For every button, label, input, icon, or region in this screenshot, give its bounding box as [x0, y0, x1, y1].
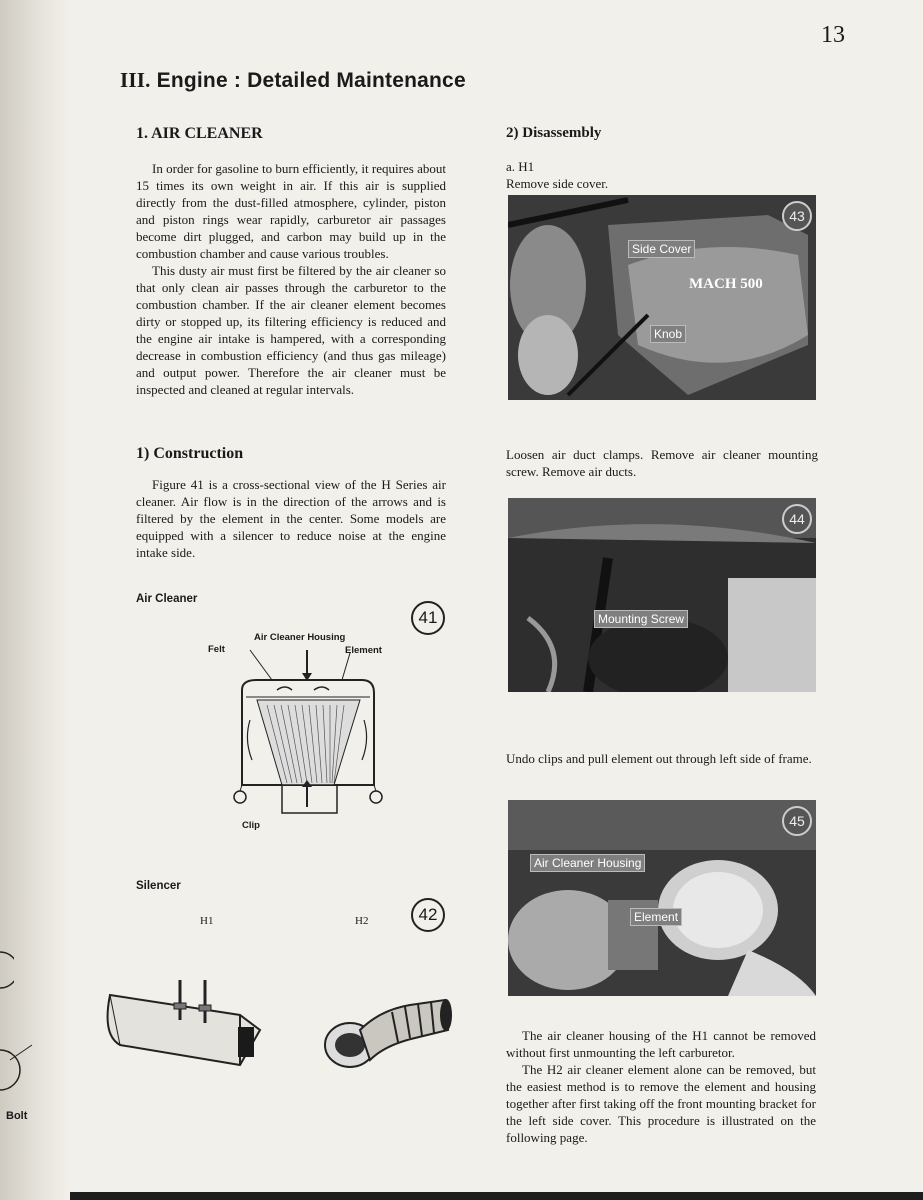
fig41-title: Air Cleaner — [136, 593, 198, 605]
fig41-number: 41 — [411, 601, 445, 635]
fig41-element-label: Element — [345, 645, 382, 656]
chapter-roman: III. — [120, 68, 151, 92]
paragraph: In order for gasoline to burn efficiently, it requires about 15 times its own weight in air. If this air is supplied directly from the dust-filled atmosphere, cylinder, piston and piston rings wear rapidly, carburetor air passages become dirt plugged, and carbon may build up in the combustion chamber and cause various troubles. — [136, 161, 446, 261]
air-cleaner-cross-section-drawing — [222, 645, 392, 825]
step-remove-side-cover: Remove side cover. — [506, 176, 609, 191]
closing-text — [506, 1027, 816, 1146]
photo-43-number: 43 — [782, 201, 812, 231]
paragraph: The air cleaner housing of the H1 cannot be removed without first unmounting the left carburetor. — [506, 1028, 816, 1060]
photo-45-number: 45 — [782, 806, 812, 836]
page-bottom-edge — [70, 1192, 923, 1200]
photo-43-knob-label: Knob — [650, 325, 686, 343]
fig41-felt-label: Felt — [208, 644, 225, 655]
fig41-housing-label: Air Cleaner Housing — [254, 632, 346, 643]
photo-44-mounting-screw-label: Mounting Screw — [594, 610, 688, 628]
air-cleaner-heading: 1. AIR CLEANER — [136, 125, 263, 142]
photo-45-housing-label: Air Cleaner Housing — [530, 854, 645, 872]
photo-45-air-cleaner-housing — [508, 800, 816, 996]
disassembly-heading: 2) Disassembly — [506, 125, 602, 141]
construction-heading: 1) Construction — [136, 445, 244, 462]
photo-44-mounting-screw — [508, 498, 816, 692]
fig42-number: 42 — [411, 898, 445, 932]
fig42-h2-label: H2 — [355, 915, 369, 927]
photo-44-number: 44 — [782, 504, 812, 534]
photo-43-side-cover-label: Side Cover — [628, 240, 695, 258]
photo-43-mach-500-text: MACH 500 — [689, 276, 763, 292]
book-gutter-shadow — [0, 0, 70, 1200]
fig41-clip-label: Clip — [242, 820, 260, 831]
paragraph: This dusty air must first be filtered by the air cleaner so that only clean air passes through the carburetor to the combustion chamber. If the air cleaner element becomes dirty or stopped up, its filtering efficiency is reduced and the engine air intake is hampered, with a corresponding decrease in combustion efficiency (and thus gas mileage) and output power. Therefore the air cleaner must be inspected and cleaned at regular intervals. — [136, 263, 446, 397]
step-element — [506, 750, 818, 767]
air-cleaner-body — [136, 160, 446, 398]
paragraph: Loosen air duct clamps. Remove air cleaner mounting screw. Remove air ducts. — [506, 447, 818, 479]
chapter-text: Engine : Detailed Maintenance — [156, 69, 466, 92]
h1-silencer-drawing — [100, 975, 270, 1075]
chapter-title — [120, 68, 466, 93]
prev-page-bolt-label: Bolt — [6, 1110, 28, 1122]
paragraph: The H2 air cleaner element alone can be removed, but the easiest method is to remove the element and housing together after first taking off the front mounting bracket for the left side cover. This procedure is illustrated on the following page. — [506, 1062, 816, 1145]
h2-silencer-drawing — [320, 990, 460, 1080]
fig42-title: Silencer — [136, 880, 181, 892]
page-number: 13 — [821, 22, 845, 48]
disassembly-h1-sub — [506, 158, 816, 192]
fig42-h1-label: H1 — [200, 915, 214, 927]
prev-page-diagram-fragment — [0, 1040, 40, 1103]
photo-43-side-cover — [508, 195, 816, 400]
construction-body — [136, 476, 446, 561]
sub-heading: a. H1 — [506, 159, 535, 174]
paragraph: Undo clips and pull element out through left side of frame. — [506, 751, 812, 766]
photo-45-element-label: Element — [630, 908, 682, 926]
prev-page-circle-fragment — [0, 950, 14, 993]
paragraph: Figure 41 is a cross-sectional view of the H Series air cleaner. Air flow is in the direction of the arrows and is filtered by the element in the center. Some models are equipped with a silencer to reduce noise at the engine intake side. — [136, 477, 446, 560]
step-air-ducts — [506, 446, 818, 480]
